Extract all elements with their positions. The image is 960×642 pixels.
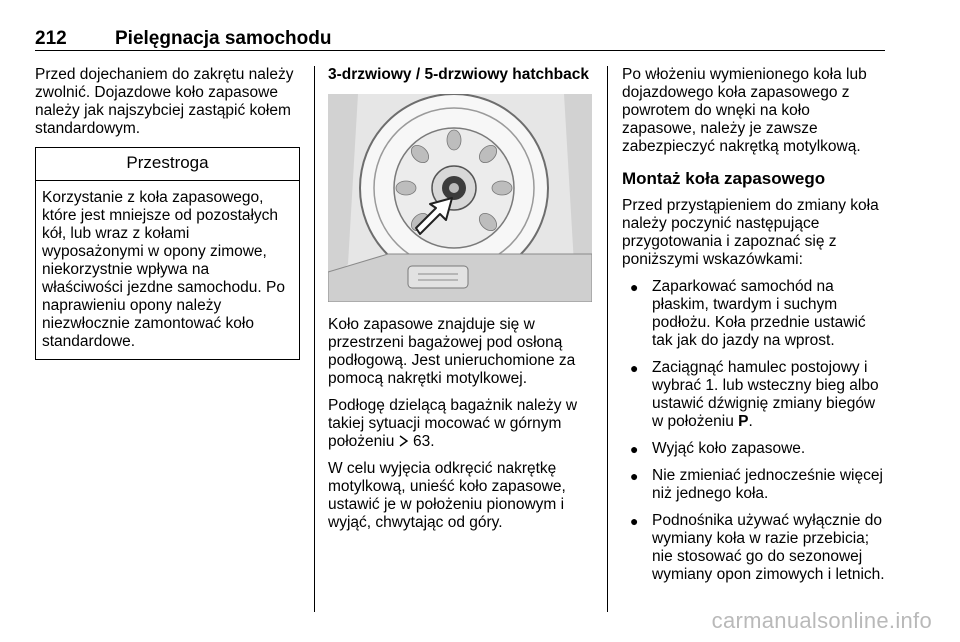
floor-paragraph-ref: 63. xyxy=(412,433,435,450)
location-paragraph: Koło zapasowe znajduje się w przestrzeni bagażowej pod osłoną podłogową. Jest unieruchomione za pomocą nakrętki motylkowej. xyxy=(328,316,576,387)
watermark: carmanualsonline.info xyxy=(711,608,932,633)
preparation-paragraph: Przed przystąpieniem do zmiany koła należy poczynić następujące przygotowania i zapoznać się z poniższymi wskazówkami: xyxy=(622,197,879,268)
list-item xyxy=(622,278,887,350)
preparation-list xyxy=(622,278,887,584)
securing-paragraph: Po włożeniu wymienionego koła lub dojazdowego koła zapasowego z powrotem do wnęki na koło zapasowe, należy je zawsze zabezpieczyć nakrętką motylkową. xyxy=(622,66,867,155)
bullet-dot-icon: ● xyxy=(630,513,639,529)
page-number: 212 xyxy=(35,28,67,49)
column-left xyxy=(35,66,300,360)
column-middle xyxy=(328,66,592,541)
list-item-end: . xyxy=(748,413,753,430)
list-item xyxy=(622,512,887,584)
floor-paragraph xyxy=(328,397,592,451)
column-divider xyxy=(314,66,315,612)
column-right xyxy=(622,66,887,593)
warning-title: Przestroga xyxy=(36,148,299,181)
bullet-dot-icon: ● xyxy=(630,468,639,484)
page-reference-arrow-icon xyxy=(399,435,409,447)
body-style-subheading: 3-drzwiowy / 5-drzwiowy hatchback xyxy=(328,66,589,83)
list-item-text: Podnośnika używać wyłącznie do wymiany koła w razie przebicia; nie stosować go do sezonowej wymiany opon zimowych i letnich. xyxy=(652,512,885,583)
list-item xyxy=(622,440,887,458)
bullet-dot-icon: ● xyxy=(630,360,639,376)
list-item xyxy=(622,467,887,503)
warning-box xyxy=(35,147,300,360)
page-title: Pielęgnacja samochodu xyxy=(115,28,332,49)
list-item-text: Nie zmieniać jednocześnie więcej niż jednego koła. xyxy=(652,467,883,502)
gear-position-label: P xyxy=(738,413,749,430)
list-item-text: Zaciągnąć hamulec postojowy i wybrać 1. lub wsteczny bieg albo ustawić dźwignię zmiany biegów w położeniu xyxy=(652,359,879,430)
removal-paragraph: W celu wyjęcia odkręcić nakrętkę motylkową, unieść koło zapasowe, ustawić je w położeniu pionowym i wyjąć, chwytając od góry. xyxy=(328,460,566,531)
intro-paragraph: Przed dojechaniem do zakrętu należy zwolnić. Dojazdowe koło zapasowe należy jak najszybciej zastąpić kołem standardowym. xyxy=(35,66,294,137)
bullet-dot-icon: ● xyxy=(630,279,639,295)
header-rule xyxy=(35,50,885,51)
warning-body: Korzystanie z koła zapasowego, które jest mniejsze od pozostałych kół, lub wraz z kołami wyposażonymi w opony zimowe, niekorzystnie wpływa na właściwości jezdne samochodu. Po naprawieniu opony należy niezwłocznie zamontować koło standardowe. xyxy=(42,189,285,350)
list-item xyxy=(622,359,887,431)
section-heading: Montaż koła zapasowego xyxy=(622,169,826,188)
list-item-text: Zaparkować samochód na płaskim, twardym i suchym podłożu. Koła przednie ustawić tak jak do jazdy na wprost. xyxy=(652,278,866,349)
floor-paragraph-text: Podłogę dzielącą bagażnik należy w takiej sytuacji mocować w górnym położeniu xyxy=(328,397,578,450)
column-divider xyxy=(607,66,608,612)
list-item-text: Wyjąć koło zapasowe. xyxy=(652,440,806,457)
spare-wheel-illustration xyxy=(328,94,592,302)
spare-wheel-drawing xyxy=(328,94,592,302)
bullet-dot-icon: ● xyxy=(630,441,639,457)
